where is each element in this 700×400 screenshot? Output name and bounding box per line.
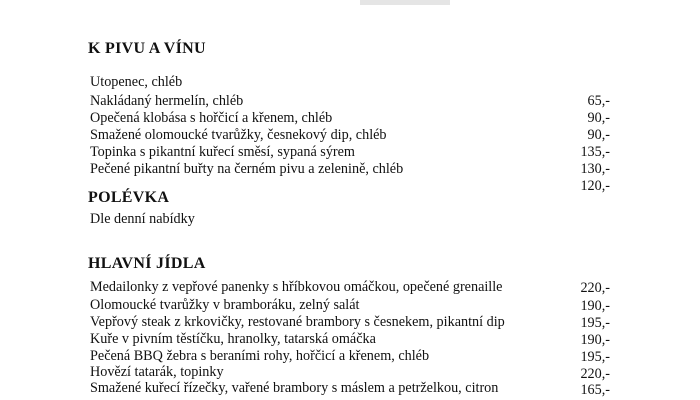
menu-item-price: 190,- [580, 298, 610, 314]
menu-item-name: Smažené kuřecí řízečky, vařené brambory s máslem a petrželkou, citron [90, 380, 499, 396]
menu-item-price: 220,- [580, 280, 610, 296]
menu-item-name: Olomoucké tvarůžky v bramboráku, zelný salát [90, 297, 360, 313]
menu-item-name: Hovězí tatarák, topinky [90, 364, 224, 380]
menu-item-name: Medailonky z vepřové panenky s hříbkovou omáčkou, opečené grenaille [90, 279, 503, 295]
menu-item-name: Topinka s pikantní kuřecí směsí, sypaná sýrem [90, 144, 355, 160]
section-heading-k-pivu-a-vinu: K PIVU A VÍNU [88, 40, 206, 57]
menu-item-name: Smažené olomoucké tvarůžky, česnekový dip, chléb [90, 127, 387, 143]
menu-item-price: 130,- [580, 161, 610, 177]
menu-item-name: Nakládaný hermelín, chléb [90, 93, 244, 109]
menu-item-price: 165,- [580, 382, 610, 398]
menu-item-price: 195,- [580, 349, 610, 365]
menu-item-price: 220,- [580, 366, 610, 382]
menu-item-price: 195,- [580, 315, 610, 331]
menu-item-price: 90,- [587, 127, 610, 143]
menu-item-price: 190,- [580, 332, 610, 348]
section-heading-polevka: POLÉVKA [88, 189, 170, 206]
menu-item-name: Opečená klobása s hořčicí a křenem, chléb [90, 110, 333, 126]
menu-item-name: Pečené pikantní buřty na černém pivu a zelenině, chléb [90, 161, 404, 177]
menu-item-price: 135,- [580, 144, 610, 160]
menu-item-name: Vepřový steak z krkovičky, restované brambory s česnekem, pikantní dip [90, 314, 505, 330]
menu-item-price: 90,- [587, 110, 610, 126]
menu-item-name: Utopenec, chléb [90, 74, 183, 90]
menu-item-name: Kuře v pivním těstíčku, hranolky, tatarská omáčka [90, 331, 376, 347]
menu-item-price: 65,- [587, 93, 610, 109]
menu-item-name: Pečená BBQ žebra s beraními rohy, hořčicí a křenem, chléb [90, 348, 430, 364]
section-heading-hlavni-jidla: HLAVNÍ JÍDLA [88, 255, 206, 272]
scan-artifact [360, 0, 450, 5]
menu-item-price: 120,- [580, 178, 610, 194]
menu-item-name: Dle denní nabídky [90, 211, 195, 227]
